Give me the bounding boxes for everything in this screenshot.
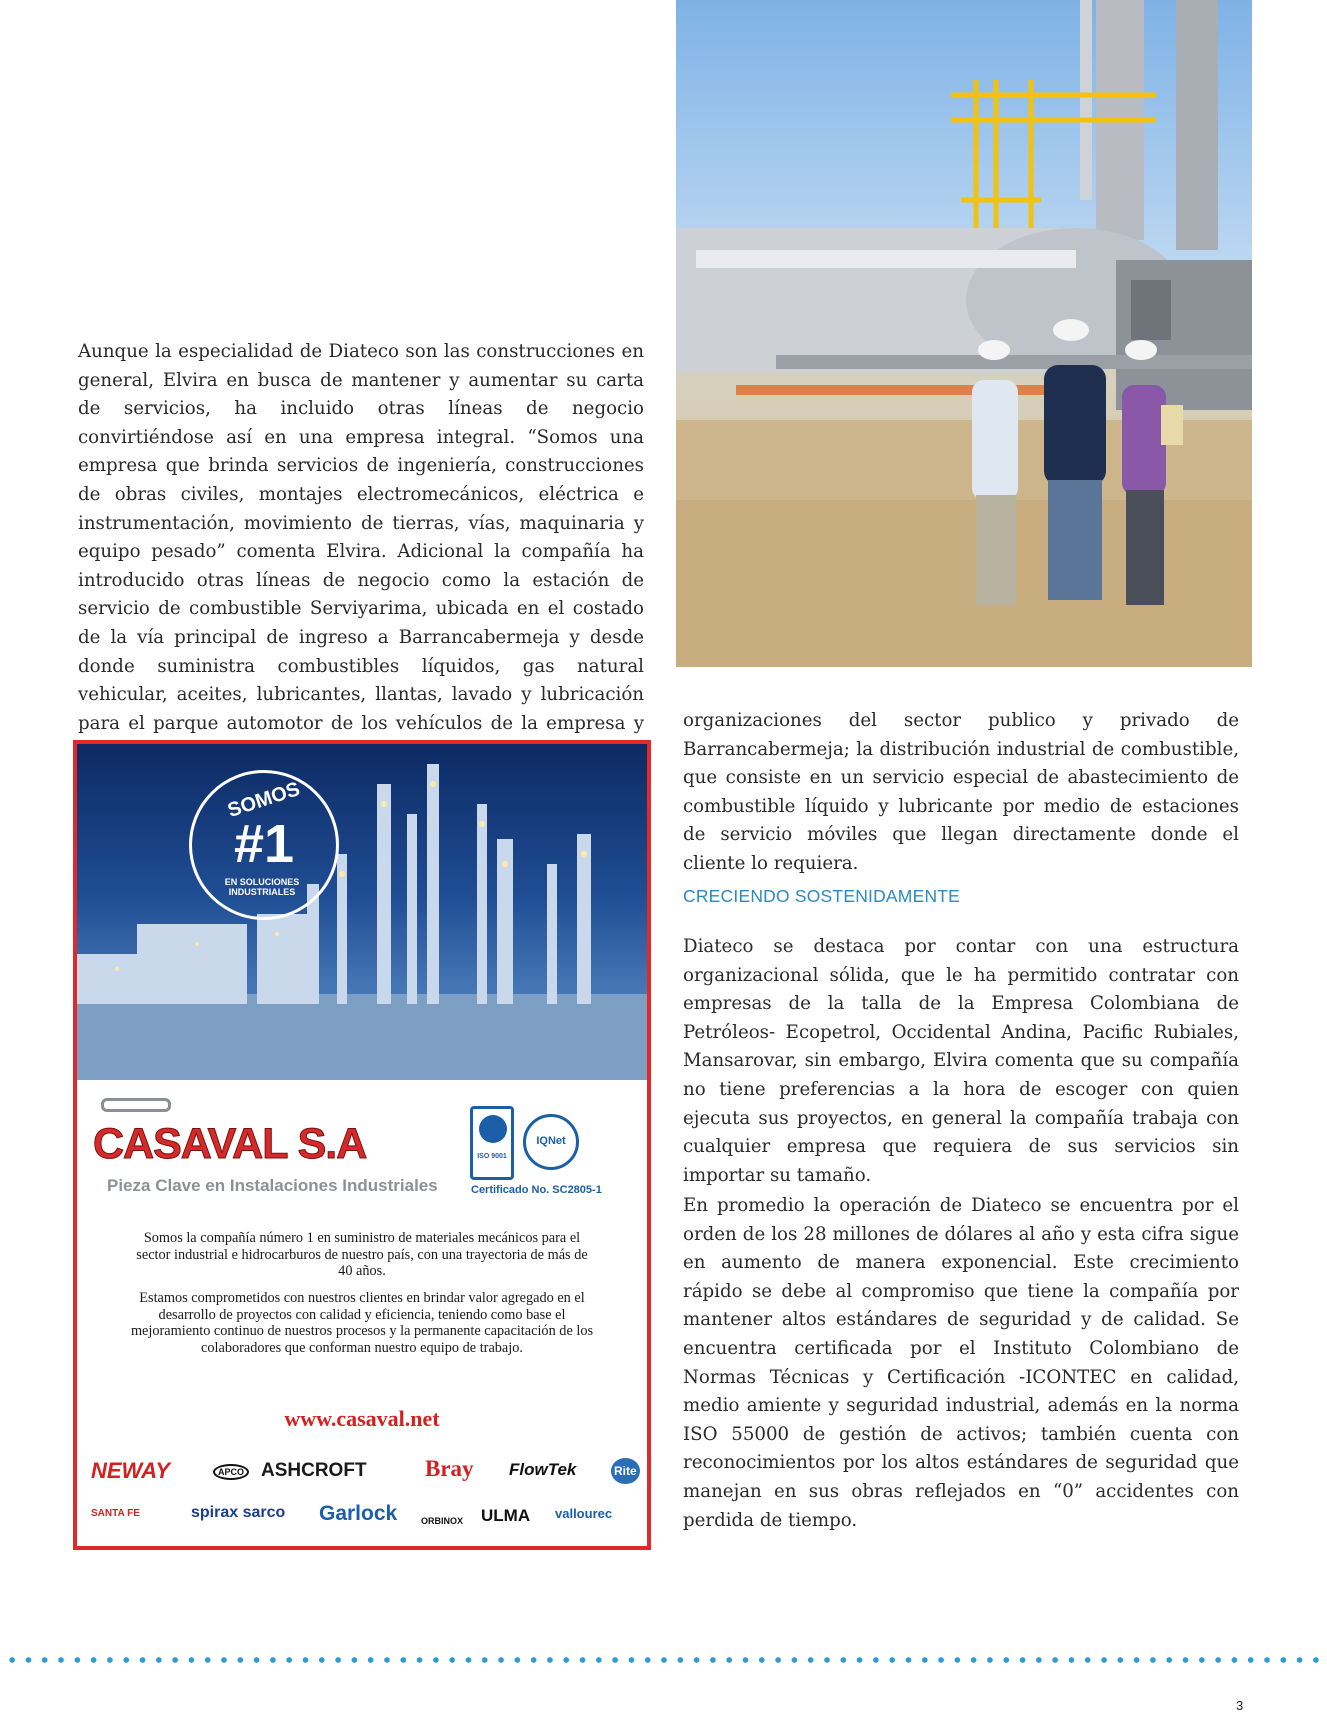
brand-santafe: SANTA FE xyxy=(91,1508,140,1519)
casaval-url-link[interactable]: www.casaval.net xyxy=(284,1406,440,1431)
brand-bray: Bray xyxy=(425,1456,474,1481)
brand-rite: Rite xyxy=(611,1458,640,1484)
brand-ashcroft: ASHCROFT xyxy=(261,1460,367,1481)
casaval-advertisement xyxy=(73,740,651,1550)
brand-flowtek: FlowTek xyxy=(509,1460,577,1479)
brand-neway: NEWAY xyxy=(91,1458,171,1483)
ad-text-2: Estamos comprometidos con nuestros clientes en brindar valor agregado en el desarrollo de proyectos con calidad y eficiencia, teniendo como base el mejoramiento continuo de nuestros procesos y la permanente capacitación de los colaboradores que conforman nuestro equipo de trabajo. xyxy=(130,1290,594,1356)
article-paragraph-2: Diateco se destaca por contar con una estructura organizacional sólida, que le ha permitido contratar con empresas de la talla de la Empresa Colombiana de Petróleos- Ecopetrol, Occidental Andina, Pacific Rubiales, Mansarovar, sin embargo, Elvira comenta que su compañía no tiene preferencias a la hora de escoger con quien ejecuta sus proyectos, en general la compañía trabaja con cualquier empresa que requiera de sus servicios sin importar su tamaño. xyxy=(683,936,1239,1186)
dotted-divider xyxy=(4,1656,1324,1664)
casaval-logo: CASAVAL S.A xyxy=(93,1120,367,1168)
casaval-valve-icon xyxy=(101,1098,171,1112)
iqnet-label: IQNet xyxy=(536,1135,566,1147)
section-heading: CRECIENDO SOSTENIDAMENTE xyxy=(683,886,961,906)
article-right-continuation: organizaciones del sector publico y privado de Barrancabermeja; la distribución industrial de combustible, que consiste en un servicio especial de abastecimiento de combustible líquido y lubricante por medio de estaciones de servicio móviles que llegan directamente donde el cliente lo requiera. xyxy=(683,710,1239,874)
certificate-number: Certificado No. SC2805-1 xyxy=(471,1184,602,1196)
seal-top-text: SOMOS xyxy=(225,778,303,822)
refinery-illustration xyxy=(77,744,647,1080)
plant-workers-illustration xyxy=(676,0,1252,667)
somos-1-seal xyxy=(189,770,339,920)
refinery-night-photo xyxy=(77,744,647,1080)
brand-spirax-sarco: spirax sarco xyxy=(191,1504,286,1521)
iso-9001-badge xyxy=(470,1106,514,1180)
brands-row-1 xyxy=(91,1458,641,1490)
brand-vallourec: vallourec xyxy=(555,1506,613,1521)
seal-number: #1 xyxy=(233,814,295,874)
brand-orbinox: ORBINOX xyxy=(421,1516,464,1526)
iqnet-badge xyxy=(523,1114,579,1170)
casaval-tagline: Pieza Clave en Instalaciones Industriales xyxy=(107,1176,438,1195)
article-photo xyxy=(676,0,1252,667)
article-left-column: Aunque la especialidad de Diateco son las construcciones en general, Elvira en busca de mantener y aumentar su carta de servicios, ha incluido otras líneas de negocio convirtiéndose así en una empresa integral. “Somos una empresa que brinda servicios de ingeniería, construcciones de obras civiles, montajes electromecánicos, eléctrica e instrumentación, movimiento de tierras, vías, maquinaria y equipo pesado” comenta Elvira. Adicional la compañía ha introducido otras líneas de negocio como la estación de servicio de combustible Serviyarima, ubicada en el costado de la vía principal de ingreso a Barrancabermeja y desde donde suministra combustibles líquidos, gas natural vehicular, aceites, lubricantes, llantas, lavado y lubricación para el parque automotor de los vehículos de la empresa y xyxy=(78,341,644,734)
brand-ulma: ULMA xyxy=(481,1506,531,1525)
brand-apco: APCO xyxy=(213,1464,249,1480)
ad-text-1: Somos la compañía número 1 en suministro de materiales mecánicos para el sector industrial e hidrocarburos de nuestro país, con una trayectoria de más de 40 años. xyxy=(136,1230,588,1280)
article-paragraph-3: En promedio la operación de Diateco se encuentra por el orden de los 28 millones de dólares al año y esta cifra sigue en aumento de manera exponencial. Este crecimiento rápido se debe al compromiso que tiene la compañía por mantener altos estándares de seguridad y de calidad. Se encuentra certificada por el Instituto Colombiano de Normas Técnicas y Certificación -ICONTEC en calidad, medio amiente y seguridad industrial, además en la norma ISO 55000 de gestión de activos; también cuenta con reconocimientos por los altos estándares de seguridad que manejan en sus obras reflejados en “0” accidentes con perdida de tiempo. xyxy=(683,1195,1239,1531)
iso-label: ISO 9001 xyxy=(477,1153,507,1160)
page-number: 3 xyxy=(1236,1698,1244,1713)
brand-garlock: Garlock xyxy=(319,1502,398,1525)
brands-row-2 xyxy=(91,1502,641,1536)
icontec-icon xyxy=(479,1115,507,1143)
seal-ring-text: EN SOLUCIONES INDUSTRIALES xyxy=(224,877,300,897)
